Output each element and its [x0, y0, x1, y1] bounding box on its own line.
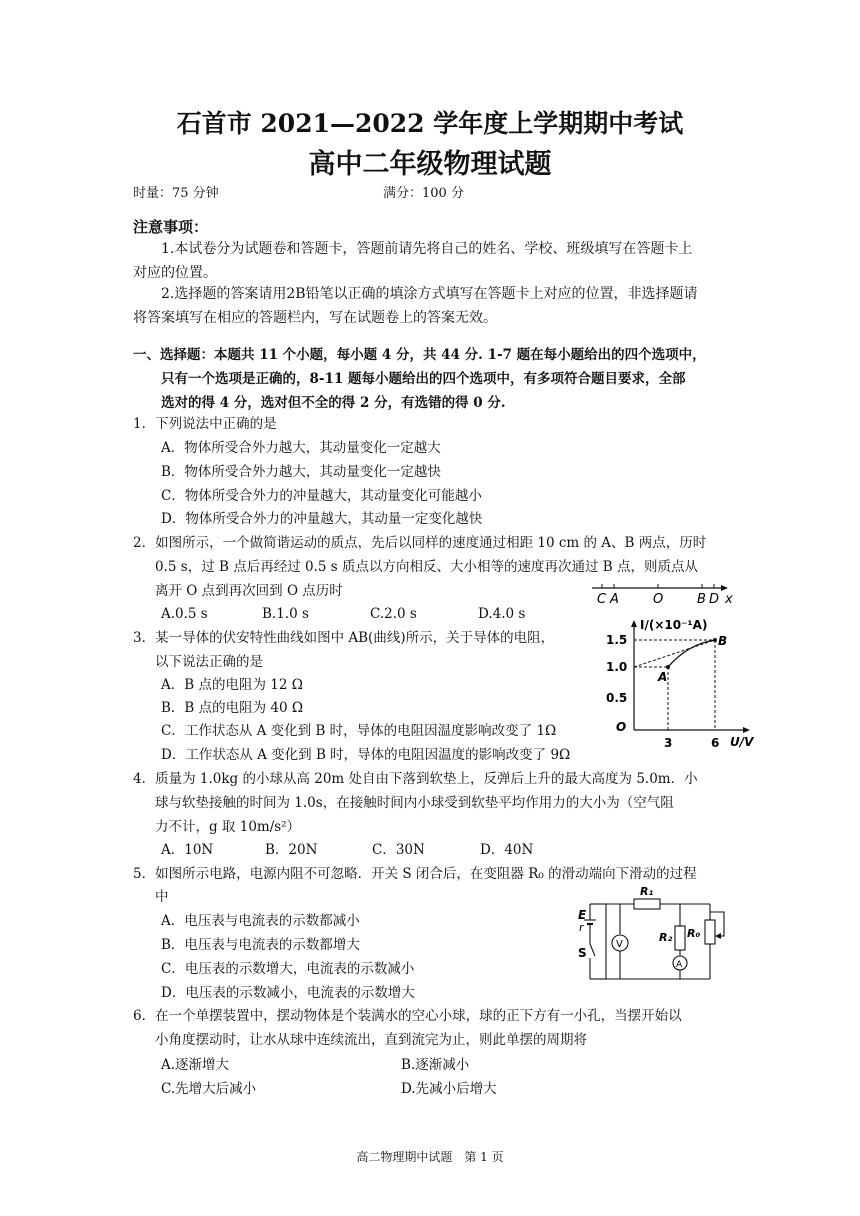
q3-tick-1-0: 1.0: [606, 660, 628, 674]
q3-label-a: A: [658, 670, 668, 684]
q5-label-r0: R₀: [687, 927, 701, 940]
q2-label-d: D: [709, 592, 720, 607]
question-6-option-d: D.先减小后增大: [401, 1081, 497, 1097]
question-4-option-d: D．40N: [480, 842, 534, 858]
question-2-option-c: C.2.0 s: [370, 606, 417, 622]
question-3-line-1: 3．某一导体的伏安特性曲线如图中 AB(曲线)所示，关于导体的电阻，: [133, 630, 555, 646]
question-3-option-b: B．B 点的电阻为 40 Ω: [161, 700, 304, 716]
question-1-option-d: D．物体所受合外力的冲量越大，其动量一定变化越快: [161, 511, 483, 527]
q5-label-r: r: [579, 921, 584, 934]
q5-label-ammeter: A: [676, 960, 683, 970]
note-2-line-1: 2.选择题的答案请用2B铅笔以正确的填涂方式填写在答题卡上对应的位置，非选择题请: [161, 286, 698, 302]
q5-circuit-diagram: [576, 884, 736, 984]
question-4-line-3: 力不计，g 取 10m/s²）: [155, 819, 301, 835]
question-6-line-1: 6．在一个单摆装置中，摆动物体是个装满水的空心小球，球的正下方有一小孔，当摆开始以: [133, 1008, 682, 1024]
question-5-option-b: B．电压表与电流表的示数都增大: [161, 937, 360, 953]
section-instructions-line-1: 一、选择题：本题共 11 个小题，每小题 4 分，共 44 分. 1-7 题在每小题给出的四个选项中，: [133, 347, 706, 363]
q2-label-x: x: [725, 592, 733, 607]
note-1-line-2: 对应的位置。: [133, 265, 217, 281]
q2-label-b: B: [697, 592, 706, 607]
question-4-line-1: 4．质量为 1.0kg 的小球从高 20m 处自由下落到软垫上，反弹后上升的最大高度为 5.0m．小: [133, 771, 698, 787]
q2-label-a: A: [610, 592, 619, 607]
page-footer: 高二物理期中试题 第 1 页: [356, 1150, 504, 1164]
question-2-option-b: B.1.0 s: [262, 606, 309, 622]
question-6-option-b: B.逐渐减小: [401, 1057, 470, 1073]
q5-label-e: E: [578, 908, 587, 922]
q5-label-v: V: [616, 939, 623, 950]
q3-point-b: [713, 638, 717, 642]
q3-tick-3: 3: [664, 736, 673, 750]
q2-label-c: C: [597, 592, 607, 607]
time-limit: 时量：75 分钟: [133, 186, 219, 201]
question-2-line-2: 0.5 s，过 B 点后再经过 0.5 s 质点以方向相反、大小相等的速度再次通过 B 点，则质点从: [155, 559, 698, 575]
question-5-line-2: 中: [155, 889, 169, 905]
question-4-option-a: A．10N: [161, 842, 214, 858]
q3-label-b: B: [718, 634, 728, 648]
question-3-option-c: C．工作状态从 A 变化到 B 时，导体的电阻因温度影响改变了 1Ω: [161, 723, 557, 739]
q5-label-s: S: [578, 946, 587, 960]
q3-curve-ab: [668, 640, 715, 667]
question-4-option-c: C．30N: [372, 842, 425, 858]
q3-tick-1-5: 1.5: [606, 633, 628, 647]
q5-resistor-r2: [675, 926, 685, 950]
note-1-line-1: 1.本试卷分为试题卷和答题卡，答题前请先将自己的姓名、学校、班级填写在答题卡上: [161, 241, 693, 257]
question-4-line-2: 球与软垫接触的时间为 1.0s，在接触时间内小球受到软垫平均作用力的大小为（空气阻: [155, 795, 674, 811]
question-1-option-b: B．物体所受合外力越大，其动量变化一定越快: [161, 464, 441, 480]
q5-switch-s: [590, 944, 595, 956]
question-5-line-1: 5．如图所示电路，电源内阻不可忽略．开关 S 闭合后，在变阻器 R₀ 的滑动端向下滑动的过程: [133, 866, 697, 882]
notes-heading: 注意事项：: [133, 218, 209, 236]
section-instructions-line-2: 只有一个选项是正确的，8-11 题每小题给出的四个选项中，有多项符合题目要求，全部: [161, 371, 686, 387]
full-score: 满分：100 分: [383, 186, 464, 201]
question-2-option-d: D.4.0 s: [478, 606, 526, 622]
section-instructions-line-3: 选对的得 4 分，选对但不全的得 2 分，有选错的得 0 分.: [161, 395, 506, 411]
q2-label-o: O: [653, 592, 664, 607]
question-1-option-c: C．物体所受合外力的冲量越大，其动量变化可能越小: [161, 488, 482, 504]
q3-tick-0-5: 0.5: [606, 691, 628, 705]
exam-subtitle: 高中二年级物理试题: [308, 149, 552, 180]
question-6-line-2: 小角度摆动时，让水从球中连续流出，直到流完为止，则此单摆的周期将: [155, 1032, 587, 1048]
question-1-option-a: A．物体所受合外力越大，其动量变化一定越大: [161, 440, 441, 456]
question-3-option-d: D．工作状态从 A 变化到 B 时，导体的电阻因温度的影响改变了 9Ω: [161, 747, 571, 763]
question-1-stem: 1．下列说法中正确的是: [133, 416, 277, 432]
q3-y-label: I/(×10⁻¹A): [640, 618, 708, 632]
q2-axis-arrow: [721, 585, 728, 591]
q3-tick-6: 6: [711, 736, 720, 750]
exam-title: 石首市 2021—2022 学年度上学期期中考试: [176, 109, 684, 138]
q2-axis-figure: [588, 582, 736, 608]
question-3-line-2: 以下说法正确的是: [155, 654, 263, 670]
question-2-option-a: A.0.5 s: [161, 606, 208, 622]
question-6-option-c: C.先增大后减小: [161, 1081, 257, 1097]
q5-label-r2: R₂: [659, 931, 673, 944]
q3-origin: O: [616, 720, 627, 734]
question-5-option-d: D．电压表的示数减小，电流表的示数增大: [161, 985, 415, 1001]
question-4-option-b: B．20N: [265, 842, 318, 858]
question-2-line-1: 2．如图所示，一个做简谐运动的质点，先后以同样的速度通过相距 10 cm 的 A、B 两点，历时: [133, 535, 707, 551]
question-2-line-3: 离开 O 点到再次回到 O 点历时: [155, 583, 343, 599]
question-6-option-a: A.逐渐增大: [161, 1057, 230, 1073]
q3-x-label: U/V: [730, 735, 754, 749]
q5-rheostat-r0: [705, 920, 715, 944]
question-5-option-a: A．电压表与电流表的示数都减小: [161, 913, 360, 929]
question-5-option-c: C．电压表的示数增大，电流表的示数减小: [161, 961, 415, 977]
question-3-option-a: A．B 点的电阻为 12 Ω: [161, 677, 303, 693]
note-2-line-2: 将答案填写在相应的答题栏内，写在试题卷上的答案无效。: [133, 310, 497, 326]
q3-point-a: [666, 665, 670, 669]
q5-label-r1: R₁: [640, 885, 654, 898]
q3-iv-graph: [604, 614, 760, 772]
q5-resistor-r1: [634, 899, 660, 909]
